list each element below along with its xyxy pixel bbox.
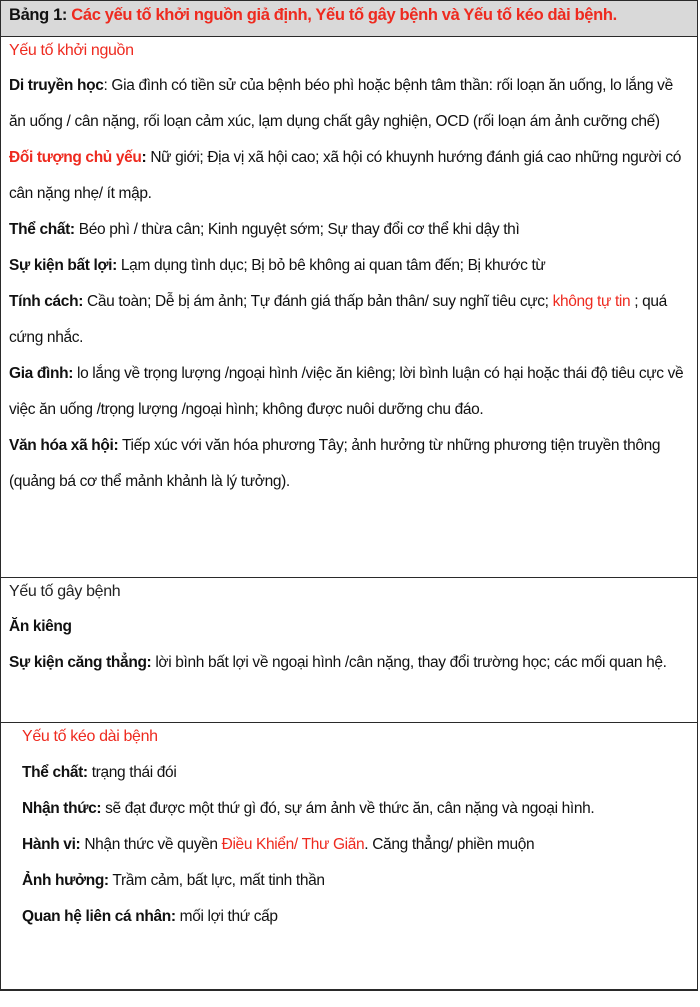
factor-dieting: [9, 609, 689, 645]
section-title: Yếu tố kéo dài bệnh: [22, 728, 158, 745]
factor-physical-state: [9, 755, 689, 791]
factor-term: Gia đình:: [9, 365, 74, 382]
table-caption-title: Các yếu tố khởi nguồn giả định, Yếu tố gây bệnh và Yếu tố kéo dài bệnh.: [71, 6, 617, 24]
factor-family: [9, 356, 689, 428]
factor-cognition: [9, 791, 689, 827]
factor-term: Di truyền học: [9, 77, 104, 94]
factor-behavior: [9, 827, 689, 863]
factor-highlight: không tự tin: [552, 293, 631, 310]
factor-term: Nhận thức:: [22, 800, 102, 817]
factor-term-sep: :: [103, 77, 108, 94]
factor-term: Ăn kiêng: [9, 618, 72, 635]
factor-text: Tiếp xúc với văn hóa phương Tây; ảnh hưởng từ những phương tiện truyền thông (quảng bá cơ thể mảnh khảnh là lý tưởng).: [9, 437, 661, 490]
factor-physical: [9, 212, 689, 248]
factor-adverse-events: [9, 248, 689, 284]
factor-term: Hành vi:: [22, 836, 81, 853]
factor-term: Quan hệ liên cá nhân:: [22, 908, 176, 925]
section-precipitating-factors: [1, 578, 697, 723]
factor-term: Ảnh hưởng:: [22, 872, 109, 889]
factor-text: sẽ đạt được một thứ gì đó, sự ám ảnh về thức ăn, cân nặng và ngoại hình.: [101, 800, 595, 817]
factor-personality: [9, 284, 689, 356]
factor-term-sep: :: [141, 149, 147, 166]
factor-main-subjects: [9, 140, 689, 212]
factor-text: trạng thái đói: [87, 764, 177, 781]
factor-text: Béo phì / thừa cân; Kinh nguyệt sớm; Sự thay đổi cơ thể khi dậy thì: [74, 221, 520, 238]
factor-text: lo lắng về trọng lượng /ngoại hình /việc ăn kiêng; lời bình luận có hại hoặc thái độ tiêu cực về việc ăn uống /trọng lượng /ngoại hình; không được nuôi dưỡng chu đáo.: [9, 365, 684, 418]
factor-stressful-events: [9, 645, 689, 681]
section-title: Yếu tố khởi nguồn: [9, 42, 134, 59]
factor-interpersonal: [9, 899, 689, 935]
factor-text: Trầm cảm, bất lực, mất tinh thần: [108, 872, 325, 889]
factor-text: Lạm dụng tình dục; Bị bỏ bê không ai quan tâm đến; Bị khước từ: [116, 257, 546, 274]
factor-text: mối lợi thứ cấp: [175, 908, 278, 925]
factor-highlight: Điều Khiển/ Thư Giãn: [221, 836, 365, 853]
section-title: Yếu tố gây bệnh: [9, 583, 121, 600]
factor-text: Nhận thức về quyền: [80, 836, 222, 853]
factor-text-after: ; quá cứng nhắc.: [9, 293, 667, 346]
factor-affect: [9, 863, 689, 899]
section-perpetuating-factors: [1, 723, 697, 989]
factor-genetics: [9, 68, 689, 140]
factor-term: Sự kiện căng thẳng:: [9, 654, 152, 671]
factor-term: Đối tượng chủ yếu: [9, 149, 142, 166]
factor-text: lời bình bất lợi về ngoại hình /cân nặng, thay đổi trường học; các mối quan hệ.: [151, 654, 667, 671]
factor-term: Tính cách:: [9, 293, 84, 310]
table-caption-label: Bảng 1:: [9, 6, 68, 24]
factor-term: Văn hóa xã hội:: [9, 437, 119, 454]
section-predisposing-factors: [1, 37, 697, 578]
factor-term: Thể chất:: [9, 221, 75, 238]
table-caption: [1, 1, 697, 37]
factor-sociocultural: [9, 428, 689, 500]
factor-text-after: . Căng thẳng/ phiền muộn: [364, 836, 535, 853]
factor-text: Cầu toàn; Dễ bị ám ảnh; Tự đánh giá thấp bản thân/ suy nghĩ tiêu cực;: [83, 293, 553, 310]
factor-term: Thể chất:: [22, 764, 88, 781]
factor-text: Gia đình có tiền sử của bệnh béo phì hoặc bệnh tâm thần: rối loạn ăn uống, lo lắng về ăn uống / cân nặng, rối loạn cảm xúc, lạm dụng chất gây nghiện, OCD (rối loạn ám ảnh cưỡng chế): [9, 77, 673, 130]
factor-term: Sự kiện bất lợi:: [9, 257, 117, 274]
factor-text: Nữ giới; Địa vị xã hội cao; xã hội có khuynh hướng đánh giá cao những người có cân nặng nhẹ/ ít mập.: [9, 149, 681, 202]
